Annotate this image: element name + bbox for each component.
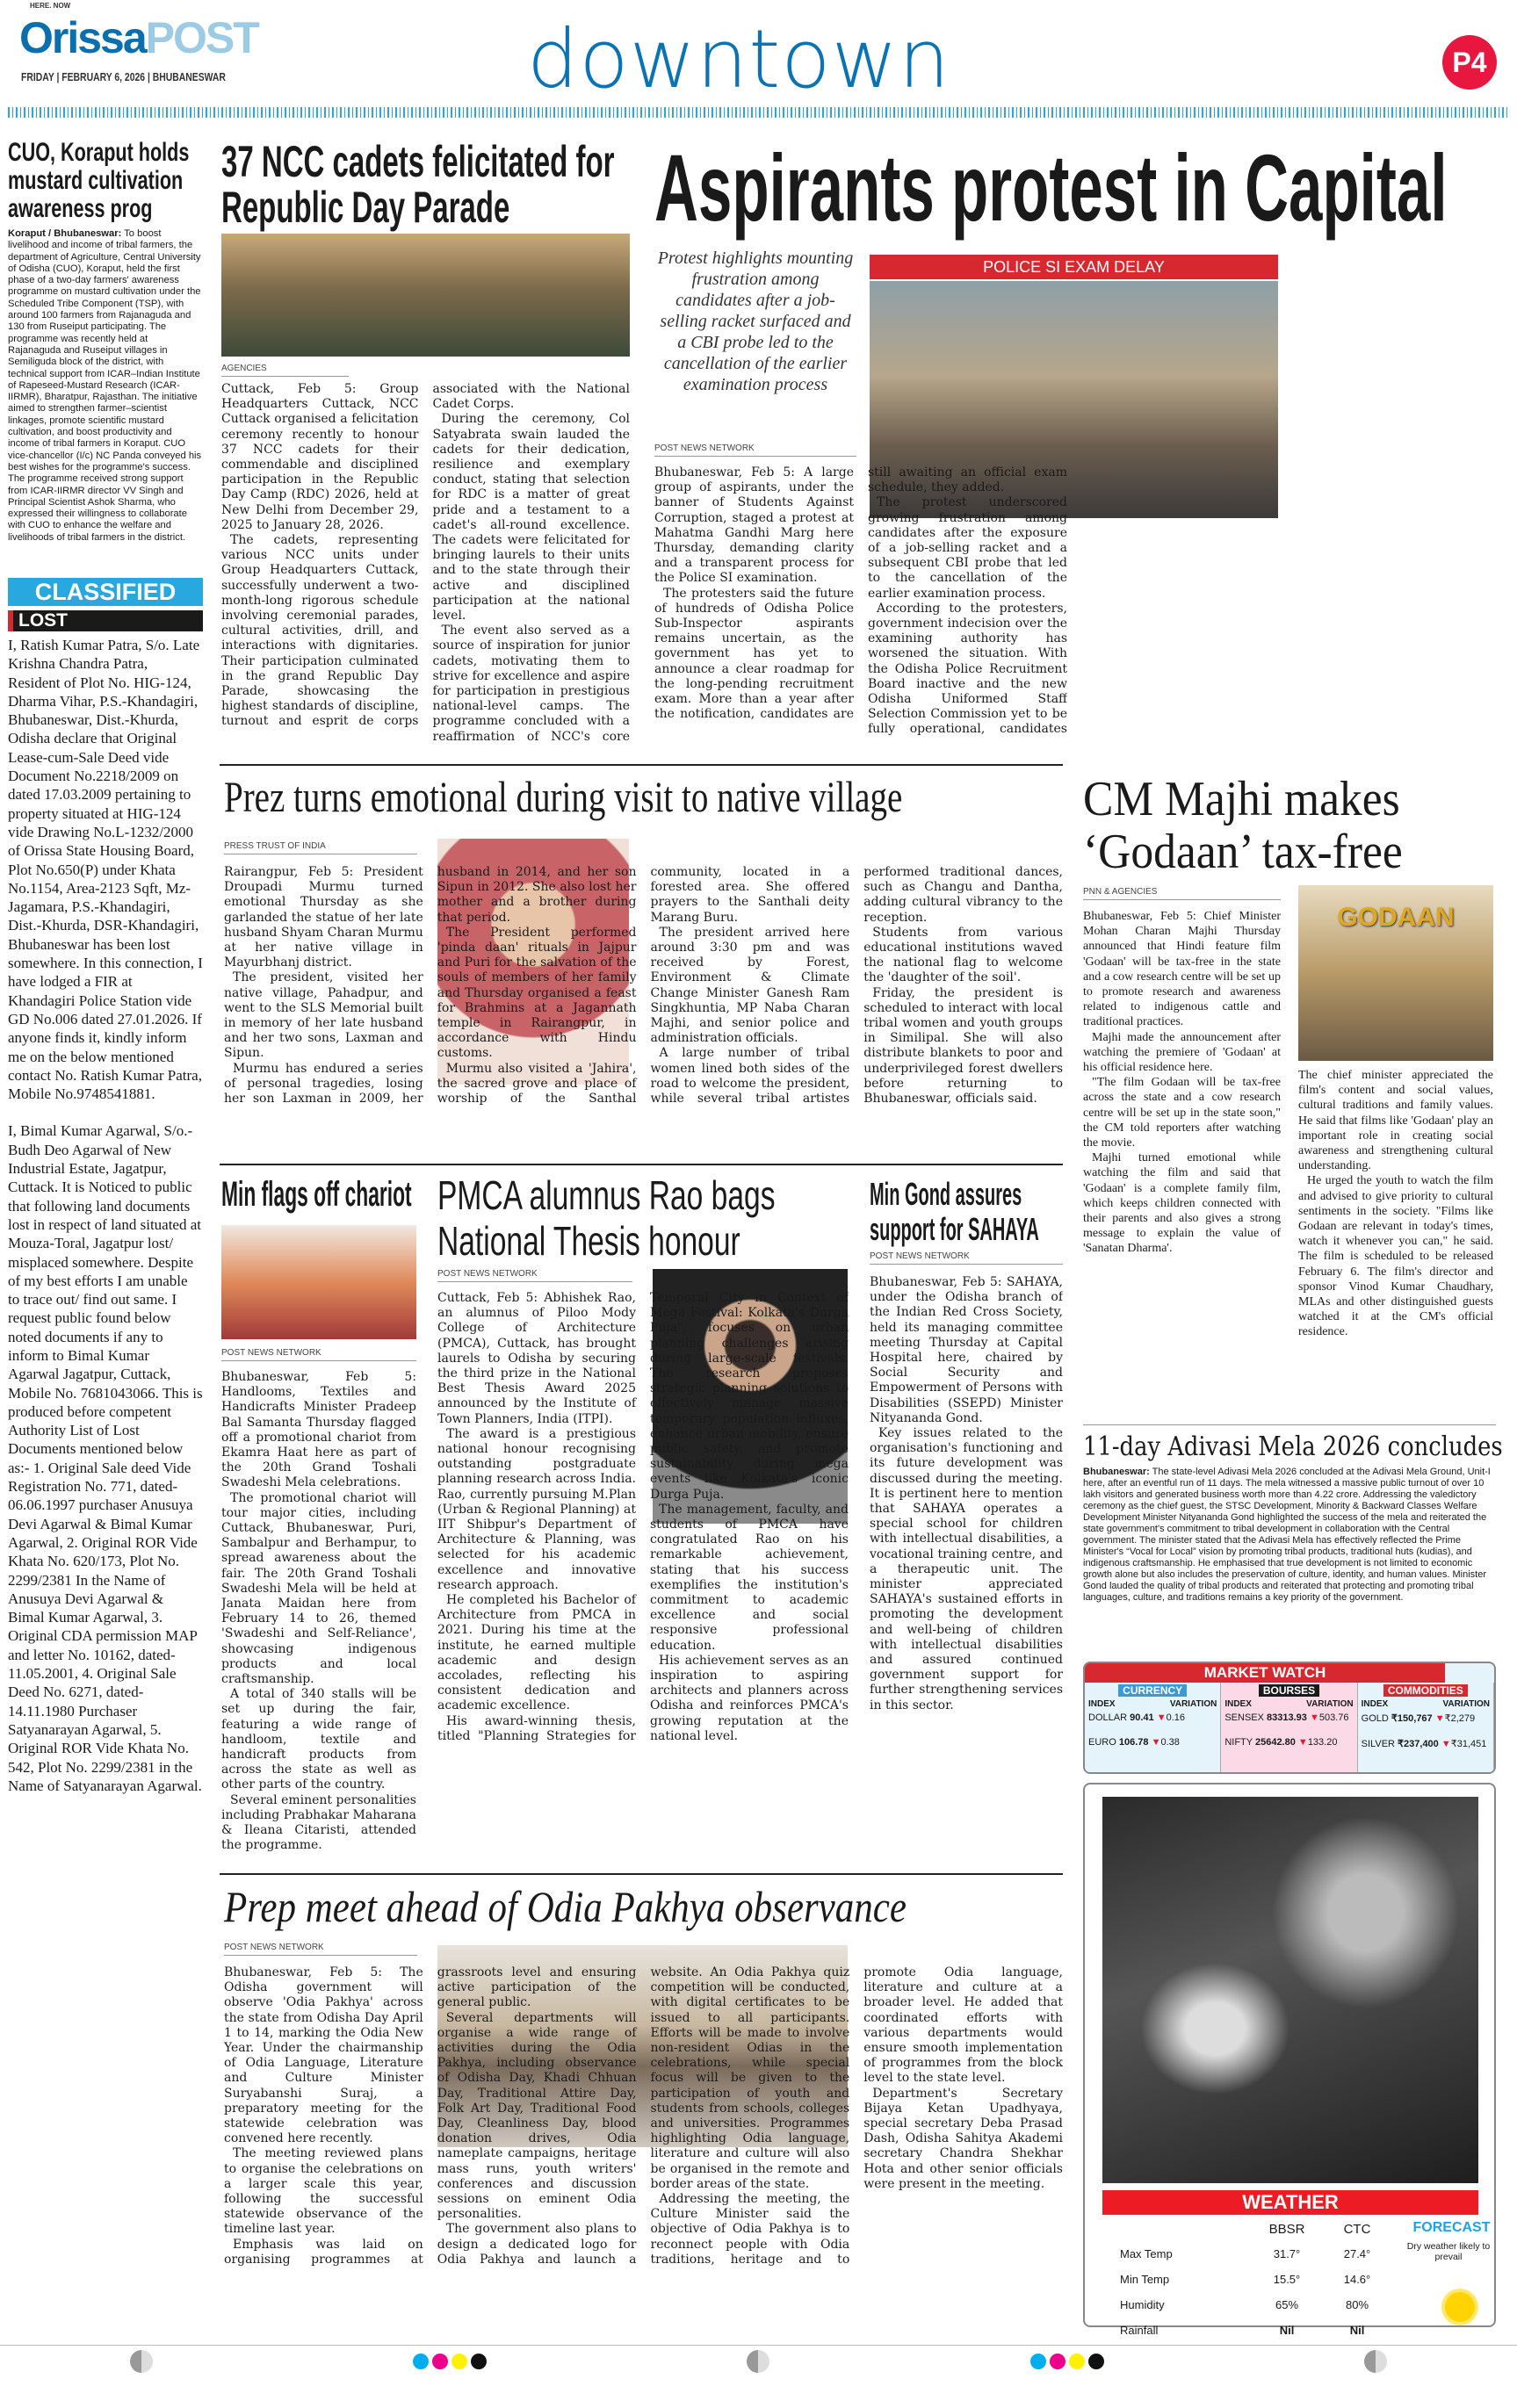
- group-label: CURRENCY: [1118, 1684, 1187, 1697]
- col-header: INDEX: [1088, 1699, 1116, 1709]
- market-watch-title: MARKET WATCH: [1085, 1663, 1445, 1683]
- paragraph: The cadets, representing various NCC units under Group Headquarters Cuttack, successfully underwent a two-month-long rigorous schedule involving ceremonial parades, cultural activities, drill, and interactions with dignitaries. Their participation culminated in the grand Republic Day Parade, showcasing the highest standards of discipline, turnout and esprit de corps associated with the National Cadet Corps.: [221, 382, 630, 729]
- weather-label: Max Temp: [1120, 2247, 1173, 2260]
- paragraph: Key issues related to the organisation's functioning and its future development was discussed during the meeting. It is pertinent here to mention that SAHAYA operates a special school for children with intellectual disabilities, a vocational training centre, and a therapeutic unit. The minister appreciated SAHAYA's sustained efforts in promoting the development and well-being of children with intellectual disabilities and assured continued government support for further strengthening services in this sector.: [870, 1426, 1063, 1712]
- paragraph: To boost livelihood and income of tribal farmers, the department of Agriculture, Central University of Odisha (CUO), Koraput, held the first phase of a two-day farmers' awareness programme on mustard cultivation under the Scheduled Tribe Component (TSP), with around 100 farmers from Rajanaguda and 130 from Ruseiput participating. The programme was recently held at Rajanaguda and Ruseiput villages in Semiliguda block of the district, with technical support from ICAR–Indian Institute of Rapeseed-Mustard Research (ICAR-IIRMR), Bharatpur, Rajasthan. The initiative aimed to strengthen farmer–scientist linkages, promote scientific mustard cultivation, and boost productivity and income of tribal farmers in Koraput. CUO vice-chancellor (I/c) NC Panda conveyed his best wishes for the programme's success. The programme received strong support from ICAR-IIRMR director VV Singh and Principal Scientist Ashok Sharma, who expressed their willingness to collaborate with CUO to enhance the welfare and livelihoods of tribal farmers in the district.: [8, 228, 202, 543]
- down-arrow-icon: ▼: [1309, 1712, 1319, 1723]
- index-value: 83313.93: [1267, 1712, 1307, 1723]
- paragraph: Bhubaneswar, Feb 5: A large group of aspirants, under the banner of Students Against Corruption, staged a protest at Mahatma Gandhi Marg here Thursday, demanding clarity and a transparent process for the Police SI examination.: [654, 465, 854, 586]
- dateline: Bhubaneswar:: [1083, 1467, 1150, 1477]
- paragraph: He completed his Bachelor of Architecture from PMCA in 2021. During his time at the institute, he earned multiple academic and design accolades, reflecting his consistent dedication and academic excellence.: [437, 1593, 636, 1713]
- paragraph: The meeting reviewed plans to organise the celebrations on a larger scale this year, following the successful statewide observance of the timeline last year.: [224, 2146, 423, 2237]
- credit: PRESS TRUST OF INDIA: [224, 841, 417, 854]
- paragraph: Friday, the president is scheduled to interact with local tribal women and youth groups in Similipal. She will also distribute blankets to poor and underprivileged forest dwellers before returning to Bhubaneswar, officials said.: [863, 985, 1063, 1107]
- headline: CUO, Koraput holds mustard cultivation awareness prog: [8, 138, 190, 223]
- flags-headline: Min flags off chariot: [221, 1175, 412, 1214]
- paragraph: Cuttack, Feb 5: Abhishek Rao, an alumnus of Piloo Mody College of Architecture (PMCA), Cuttack, has brought laurels to Odisha by securing the third prize in the National Best Thesis Award 2025 announced by the Institute of Town Planners, India (ITPI).: [437, 1291, 636, 1426]
- lost-category: LOST: [8, 610, 203, 631]
- index-value: ₹150,767: [1391, 1713, 1433, 1724]
- adivasi-body: [1083, 1467, 1496, 1604]
- market-row: [1088, 1712, 1217, 1723]
- weather-label: Min Temp: [1120, 2273, 1170, 2286]
- index-value: 25642.80: [1254, 1737, 1296, 1748]
- market-watch-box: [1083, 1662, 1496, 1774]
- paragraph: Several eminent personalities including Prabhakar Maharana & Ileana Citaristi, attended the programme.: [221, 1792, 416, 1853]
- poster-title: GODAAN: [1337, 903, 1455, 932]
- index-name: SENSEX: [1224, 1712, 1264, 1723]
- color-bar-icon: [1030, 2354, 1104, 2369]
- paragraph: The management, faculty, and students of PMCA have congratulated Rao on his remarkable achievement, stating that his success exemplifies the institution's commitment to academic excellence and social responsive professional education.: [650, 1502, 849, 1653]
- classified-banner: CLASSIFIED: [8, 578, 203, 606]
- market-row: [1224, 1737, 1353, 1748]
- index-name: SILVER: [1361, 1739, 1395, 1749]
- market-group-bourses: [1221, 1683, 1357, 1774]
- index-name: GOLD: [1361, 1713, 1389, 1724]
- index-change: 503.76: [1318, 1712, 1349, 1723]
- ctc-value: 80%: [1345, 2298, 1369, 2311]
- credit: POST NEWS NETWORK: [221, 1348, 416, 1361]
- ncc-cadets-photo: [221, 234, 630, 357]
- article-body: [221, 382, 630, 760]
- weather-row: [1120, 2318, 1392, 2343]
- col-header: INDEX: [1361, 1699, 1389, 1709]
- sun-icon: [1445, 2292, 1475, 2322]
- paragraph: The chief minister appreciated the film's content and social values, cultural traditions and family values. He said that films like 'Godaan' play an important role in creating social awareness and strengthening cultural understanding.: [1298, 1069, 1493, 1173]
- classified-notice: I, Bimal Kumar Agarwal, S/o.- Budh Deo Agarwal of New Industrial Estate, Jagatpur, Cuttack. It is Noticed to public that following land documents lost in respect of land situated at Mouza-Toral, Jagatpur lost/ misplaced somewhere. Despite of my best efforts I am unable to trace out/ find out same. I request public found below noted documents if any to inform to Bimal Kumar Agarwal Jagatpur, Cuttack, Mobile No. 7681043066. This is produced before competent Authority List of Lost Documents mentioned below as:- 1. Original Sale deed Vide Registration No. 771, dated- 06.06.1997 purchaser Anusuya Devi Agarwal & Bimal Kumar Agarwal, 2. Original ROR Vide Khata No. 620/173, Plot No. 2299/2381 In the Name of Anusuya Devi Agarwal & Bimal Kumar Agarwal, 3. Original CDA permission MAP and letter No. 10162, dated- 11.05.2001, 4. Original Sale Deed No. 6271, dated- 14.11.1980 Purchaser Satyanarayan Agarwal, 5. Original ROR Vide Khata No. 542, Plot No. 2299/2381 in the Name of Satyanarayan Agarwal.: [8, 1122, 203, 1794]
- paragraph: Majhi turned emotional while watching the film and said that 'Godaan' is a complete family film, which keeps children connected with their parents and also gives a strong message to explain the value of 'Sanatan Dharma'.: [1083, 1151, 1281, 1256]
- headline-text: 37 NCC cadets felicitated for Republic Day Parade: [221, 137, 615, 232]
- paragraph: Cuttack, Feb 5: Group Headquarters Cuttack, NCC Cuttack organised a felicitation ceremony recently to honour 37 NCC cadets for their commendable and disciplined participation in the Republic Day Camp (RDC) 2026, held at New Delhi from December 29, 2025 to January 28, 2026.: [221, 382, 419, 532]
- index-name: NIFTY: [1224, 1737, 1253, 1748]
- flags-body: [221, 1370, 416, 1862]
- aspirants-headline: Aspirants protest in Capital: [654, 134, 1448, 241]
- paragraph: Murmu also visited a 'Jahira', the sacred grove and place of worship of the Santhal community, located in a forested area. She offered prayers to the Santhali deity Marang Buru.: [437, 865, 850, 1107]
- credit: POST NEWS NETWORK: [870, 1251, 1063, 1265]
- ctc-value: 14.6°: [1343, 2273, 1371, 2286]
- paragraph: The promotional chariot will tour major cities, including Cuttack, Bhubaneswar, Puri, Sambalpur and Berhampur, to spread awareness about the fair. The 20th Grand Toshali Swadeshi Mela will be held at Janata Maidan here from February 14 to 26, themed 'Swadeshi and Self-Reliance', showcasing indigenous products and local craftsmanship.: [221, 1490, 416, 1687]
- paragraph: The government also plans to design a dedicated logo for Odia Pakhya and launch a website. An Odia Pakhya quiz competition will be conducted, with digital certificates to be issued to all participants. Efforts will be made to involve non-resident Odias in the celebrations, while special focus will be given to the participation of youth and students from schools, colleges and universities. Programmes highlighting Odia language, literature and culture will also be organised in the remote and border areas of the state.: [437, 1965, 850, 2267]
- market-group-commodities: [1358, 1683, 1494, 1774]
- aspirants-deck: Protest highlights mounting frustration among candidates after a job-selling racket surfaced and a CBI probe led to the cancellation of the earlier examination process: [657, 249, 854, 394]
- weather-row: [1120, 2292, 1392, 2318]
- index-name: DOLLAR: [1088, 1712, 1128, 1723]
- paragraph: The event also served as a source of inspiration for junior cadets, motivating them to strive for excellence and aspire for participation in prestigious national-level camps. The programme concluded with a reaffirmation of NCC's core: [432, 624, 630, 744]
- bbsr-value: Nil: [1279, 2324, 1295, 2337]
- logo-text-a: Orissa: [19, 13, 146, 62]
- market-row: [1088, 1737, 1217, 1748]
- paragraph: Majhi made the announcement after watching the premiere of 'Godaan' at his official residence here.: [1083, 1030, 1281, 1075]
- gond-body: [870, 1275, 1063, 1862]
- ncc-headline: [221, 139, 627, 230]
- weather-row: [1120, 2241, 1392, 2267]
- down-arrow-icon: ▼: [1156, 1712, 1167, 1723]
- forecast-text: Dry weather likely to prevail: [1406, 2241, 1491, 2262]
- market-group-currency: [1085, 1683, 1221, 1774]
- paragraph: Murmu has endured a series of personal tragedies, losing her son Laxman in 2009, her husband in 2014, and her son Sipun in 2012. She also lost her mother and a brother during that period.: [224, 865, 637, 1107]
- market-row: [1224, 1712, 1353, 1723]
- index-value: 90.41: [1130, 1712, 1154, 1723]
- market-row: [1362, 1738, 1490, 1749]
- classified-notice: I, Ratish Kumar Patra, S/o. Late Krishna Chandra Patra, Resident of Plot No. HIG-124, Dharma Vihar, P.S.-Khandagiri, Bhubaneswar, Dist.-Khurda, Odisha declare that Original Lease-cum-Sale Deed vide Document No.2218/2009 on dated 17.03.2009 pertaining to property situated at HIG-124 vide Drawing No.L-1232/2000 of Orissa State Housing Board, Plot No.650(P) under Khata No.1154, Area-2123 Sqft, Mz-Jagamara, P.S.-Khandagiri, Dist.-Khurda, DSR-Khandagiri, Bhubaneswar has been lost somewhere. In this connection, I have lodged a FIR at Khandagiri Police Station vide GD No.006 dated 27.01.2026. If anyone finds it, kindly inform me on the below mentioned contact No. Ratish Kumar Patra, Mobile No.9748541881.: [8, 637, 203, 1103]
- registration-mark-icon: [747, 2350, 769, 2373]
- paragraph: The president arrived here around 3:30 pm and was received by Forest, Environment & Climate Change Minister Ganesh Ram Singkhuntia, MP Naba Charan Majhi, and senior police and administration officials.: [650, 925, 850, 1046]
- col-header: VARIATION: [1306, 1699, 1354, 1709]
- prez-body: [224, 865, 1063, 1155]
- pmca-body: [437, 1291, 849, 1862]
- paragraph: The state-level Adivasi Mela 2026 concluded at the Adivasi Mela Ground, Unit-I here, after an eventful run of 11 days. The mela witnessed a massive public turnout of over 10 lakh visitors and generated business worth more than 4.22 crore. Addressing the valedictory ceremony as the chief guest, the STSC Development, Minority & Backward Classes Welfare Development Minister Nityananda Gond highlighted the success of the mela and reiterated the state government's commitment to tribal development in collaboration with the Central government. The minister stated that the Adivasi Mela has effectively reflected the Prime Minister's “Vocal for Local” vision by promoting tribal products, traditional huts (kudias), and indigenous craftsmanship. He emphasised that true development is not limited to economic growth alone but also includes the preservation of culture, identity, and human values. Minister Gond lauded the quality of tribal products and reiterated that protecting and promoting tribal languages, culture, and traditions remains a key priority of the government.: [1083, 1467, 1491, 1603]
- registration-mark-icon: [1364, 2350, 1387, 2373]
- paragraph: During the ceremony, Col Satyabrata swain lauded the cadets for their dedication, resilience and exemplary conduct, stating that selection for RDC is a matter of great pride and a testament to a cadet's all-round excellence. The cadets were felicitated for bringing laurels to their units and to the state through their active and disciplined participation at the national level.: [432, 412, 630, 624]
- weather-label: Rainfall: [1120, 2324, 1159, 2337]
- group-label: BOURSES: [1259, 1684, 1319, 1697]
- cuo-article: [8, 139, 203, 544]
- down-arrow-icon: ▼: [1297, 1737, 1308, 1748]
- tagline: HERE. NOW: [30, 2, 71, 10]
- paragraph: Emphasis was laid on organising programmes at grassroots level and ensuring active participation of the general public.: [224, 1965, 637, 2267]
- bbsr-value: 31.7°: [1273, 2247, 1301, 2260]
- pmca-headline: PMCA alumnus Rao bags National Thesis honour: [437, 1172, 776, 1264]
- divider: [1083, 1424, 1496, 1425]
- credit: POST NEWS NETWORK: [437, 1269, 632, 1282]
- paragraph: Several departments will organise a wide range of activities during the Odia Pakhya, including observance of Odisha Day, Khadi Chhuan Day, Traditional Attire Day, Folk Art Day, Traditional Food Day, Cleanliness Day, blood donation drives, Odia nameplate campaigns, heritage mass runs, youth writers' conferences and discussion sessions on eminent Odia personalities.: [437, 2010, 637, 2222]
- paragraph: Addressing the meeting, the Culture Minister said the objective of Odia Pakhya is to reconnect people with Odia traditions, heritage and to promote Odia language, literature and culture at a broader level. He added that coordinated efforts with various departments would ensure smooth implementation of programmes from the block level to the state level.: [650, 1965, 1063, 2267]
- ctc-value: Nil: [1349, 2324, 1365, 2337]
- paragraph: The president, visited her native village, Pahadpur, and went to the SLS Memorial built in memory of her late husband and her two sons, Laxman and Sipun.: [224, 970, 423, 1061]
- article-body: [8, 228, 203, 544]
- paragraph: His achievement serves as an inspiration to aspiring architects and planners across Odisha and reinforces PMCA's growing reputation at the national level.: [650, 1653, 849, 1743]
- weather-box: [1083, 1783, 1496, 2337]
- credit: POST NEWS NETWORK: [654, 443, 856, 457]
- paragraph: He urged the youth to watch the film and advised to give priority to cultural sentiments in the society. "Films like Godaan are relevant in today's times, watch it whenever you can," he said. The film is scheduled to be released February 6. The film's director and sponsor Vinod Kumar Chaudhary, MLAs and other distinguished guests watched it at the CM's official residence.: [1298, 1174, 1493, 1339]
- down-arrow-icon: ▼: [1434, 1713, 1445, 1724]
- paragraph: The award is a prestigious national honour recognising outstanding postgraduate planning research across India. Rao, currently pursuing M.Plan (Urban & Regional Planning) at IIT Shibpur's Department of Architecture & Planning, was selected for his academic excellence and innovative research approach.: [437, 1426, 636, 1592]
- prep-headline: Prep meet ahead of Odia Pakhya observance: [224, 1882, 907, 1931]
- section-title: downtown: [527, 12, 951, 106]
- paragraph: Bhubaneswar, Feb 5: Chief Minister Mohan Charan Majhi Thursday announced that Hindi feature film 'Godaan' will be tax-free in the state and a cow research centre will be set up to promote research and awareness related to indigenous cattle and traditional practices.: [1083, 910, 1281, 1029]
- divider: [220, 764, 1063, 766]
- weather-title: WEATHER: [1102, 2190, 1478, 2215]
- down-arrow-icon: ▼: [1441, 1739, 1451, 1749]
- ctc-value: 27.4°: [1343, 2247, 1371, 2260]
- paragraph: According to the protesters, government indecision over the examining authority has worsened the situation. With the Odisha Police Recruitment Board inactive and the new Odisha Uniformed Staff Selection Commission yet to be fully operational, candidates: [868, 601, 1067, 737]
- index-change: 0.16: [1166, 1712, 1185, 1723]
- index-value: ₹237,400: [1398, 1739, 1439, 1749]
- cm-headline: CM Majhi makes ‘Godaan’ tax-free: [1083, 772, 1403, 879]
- credit: PNN & AGENCIES: [1083, 887, 1281, 900]
- paragraph: Bhubaneswar, Feb 5: SAHAYA, under the Odisha branch of the Indian Red Cross Society, held its managing committee meeting Thursday at Capital Hospital here, chaired by Social Security and Empowerment of Persons with Disabilities (SSEPD) Minister Nityananda Gond.: [870, 1275, 1063, 1425]
- cm-body-continued: [1298, 1068, 1493, 1417]
- col-header: VARIATION: [1442, 1699, 1490, 1709]
- paragraph: Bhubaneswar, Feb 5: The Odisha government will observe 'Odia Pakhya' across the state from Odisha Day April 1 to 14, marking the Odia New Year. Under the chairmanship of Odia Language, Literature and Culture Minister Suryabanshi Suraj, a preparatory meeting for the statewide celebration was convened here recently.: [224, 1965, 423, 2146]
- divider: [220, 1873, 1063, 1875]
- down-arrow-icon: ▼: [1151, 1737, 1161, 1748]
- paragraph: The President performed 'pinda daan' rituals in Jajpur and Puri for the salvation of the souls of members of her family and Thursday organised a feast for Brahmins at a Jagannath temple in Rairangpur, in accordance with Hindu customs.: [437, 925, 637, 1061]
- dateline: Koraput / Bhubaneswar:: [8, 228, 122, 239]
- classified-notices: [8, 636, 203, 1795]
- paragraph: Rairangpur, Feb 5: President Droupadi Murmu turned emotional Thursday as she garlanded the statue of her late husband Shyam Charan Murmu at her native village in Mayurbhanj district.: [224, 865, 423, 970]
- aspirants-body: [654, 465, 1067, 746]
- logo-text-b: POST: [145, 13, 258, 62]
- prez-headline: Prez turns emotional during visit to native village: [224, 772, 903, 821]
- color-bar-icon: [413, 2354, 487, 2369]
- paragraph: His award-winning thesis, titled "Planning Strategies for Temporal City in Context of Mega Festival: Kolkata's Durga Puja", focuses on urban planning challenges arising during large-scale festivals. The research proposes strategic planning solutions to effectively manage massive temporary population influxes, enhance urban mobility, ensure public safety, and promote sustainability during mega events like Kolkata's iconic Durga Puja.: [437, 1291, 849, 1743]
- paragraph: Students from various educational institutions waved the national flag to welcome the 'daughter of the soil'.: [863, 925, 1063, 985]
- paragraph: The protesters said the future of hundreds of Odisha Police Sub-Inspector aspirants remains uncertain, as the government has yet to announce a clear roadmap for the long-pending recruitment exam. More than a year after the notification, candidates are still awaiting an official exam schedule, they added.: [654, 465, 1067, 722]
- aspirants-credit-wrap: [654, 443, 856, 462]
- prez-credit-wrap: [224, 841, 417, 860]
- city-ctc: CTC: [1343, 2222, 1371, 2237]
- ncc-article: [221, 364, 630, 760]
- orissapost-logo[interactable]: [19, 14, 258, 61]
- gond-headline: Min Gond assures support for SAHAYA: [870, 1176, 1039, 1247]
- city-bbsr: BBSR: [1268, 2222, 1305, 2237]
- group-label: COMMODITIES: [1383, 1684, 1468, 1697]
- satellite-map: [1102, 1797, 1478, 2183]
- index-name: EURO: [1088, 1737, 1116, 1748]
- credit: POST NEWS NETWORK: [224, 1943, 417, 1956]
- prep-body: [224, 1965, 1063, 2325]
- forecast-label: FORECAST: [1412, 2220, 1491, 2235]
- index-change: ₹31,451: [1450, 1739, 1487, 1749]
- index-change: 0.38: [1160, 1737, 1180, 1748]
- index-change: ₹2,279: [1444, 1713, 1476, 1724]
- paragraph: Department's Secretary Bijaya Ketan Upadhyaya, special secretary Deba Prasad Dash, Odisha Sahitya Akademi secretary Chandra Shekhar Hota and other senior officials were present in the meeting.: [863, 2086, 1063, 2191]
- bbsr-value: 15.5°: [1273, 2273, 1301, 2286]
- paragraph: The protest underscored growing frustration among candidates after the exposure of a job-selling racket and a subsequent CBI probe that led to the cancellation of the earlier examination process.: [868, 495, 1067, 601]
- col-header: VARIATION: [1169, 1699, 1217, 1709]
- divider: [220, 1164, 1063, 1165]
- chariot-photo: [221, 1225, 416, 1339]
- bbsr-value: 65%: [1275, 2298, 1299, 2311]
- dotted-rule: [8, 107, 1508, 118]
- godaan-poster: [1298, 885, 1493, 1061]
- index-change: 133.20: [1307, 1737, 1338, 1748]
- dateline: FRIDAY | FEBRUARY 6, 2026 | BHUBANESWAR: [21, 70, 226, 83]
- paragraph: A large number of tribal women lined both sides of the road to welcome the president, while several tribal artistes performed traditional dances, such as Changu and Dantha, adding cultural vibrancy to the reception.: [650, 865, 1063, 1107]
- adivasi-headline: 11-day Adivasi Mela 2026 concludes: [1083, 1431, 1503, 1462]
- cm-body: [1083, 909, 1281, 1417]
- print-marks-footer: [0, 2345, 1517, 2376]
- registration-mark-icon: [130, 2350, 153, 2373]
- photo-label: POLICE SI EXAM DELAY: [870, 255, 1278, 279]
- market-row: [1362, 1712, 1490, 1724]
- weather-row: [1120, 2267, 1392, 2292]
- paragraph: Bhubaneswar, Feb 5: Handlooms, Textiles and Handicrafts Minister Pradeep Bal Samanta Thursday flagged off a promotional chariot from Ekamra Haat here as part of the 20th Grand Toshali Swadeshi Mela celebrations.: [221, 1370, 416, 1490]
- credit: AGENCIES: [221, 364, 349, 377]
- col-header: INDEX: [1224, 1699, 1252, 1709]
- weather-label: Humidity: [1120, 2298, 1165, 2311]
- index-value: 106.78: [1118, 1737, 1149, 1748]
- page-number-badge: P4: [1442, 35, 1497, 90]
- paragraph: A total of 340 stalls will be set up during the fair, featuring a wide range of handloom, textile and handicraft products from across the state as well as other parts of the country.: [221, 1687, 416, 1792]
- paragraph: "The film Godaan will be tax-free across the state and a cow research centre will be set up in the state soon," the CM told reporters after watching the movie.: [1083, 1076, 1281, 1150]
